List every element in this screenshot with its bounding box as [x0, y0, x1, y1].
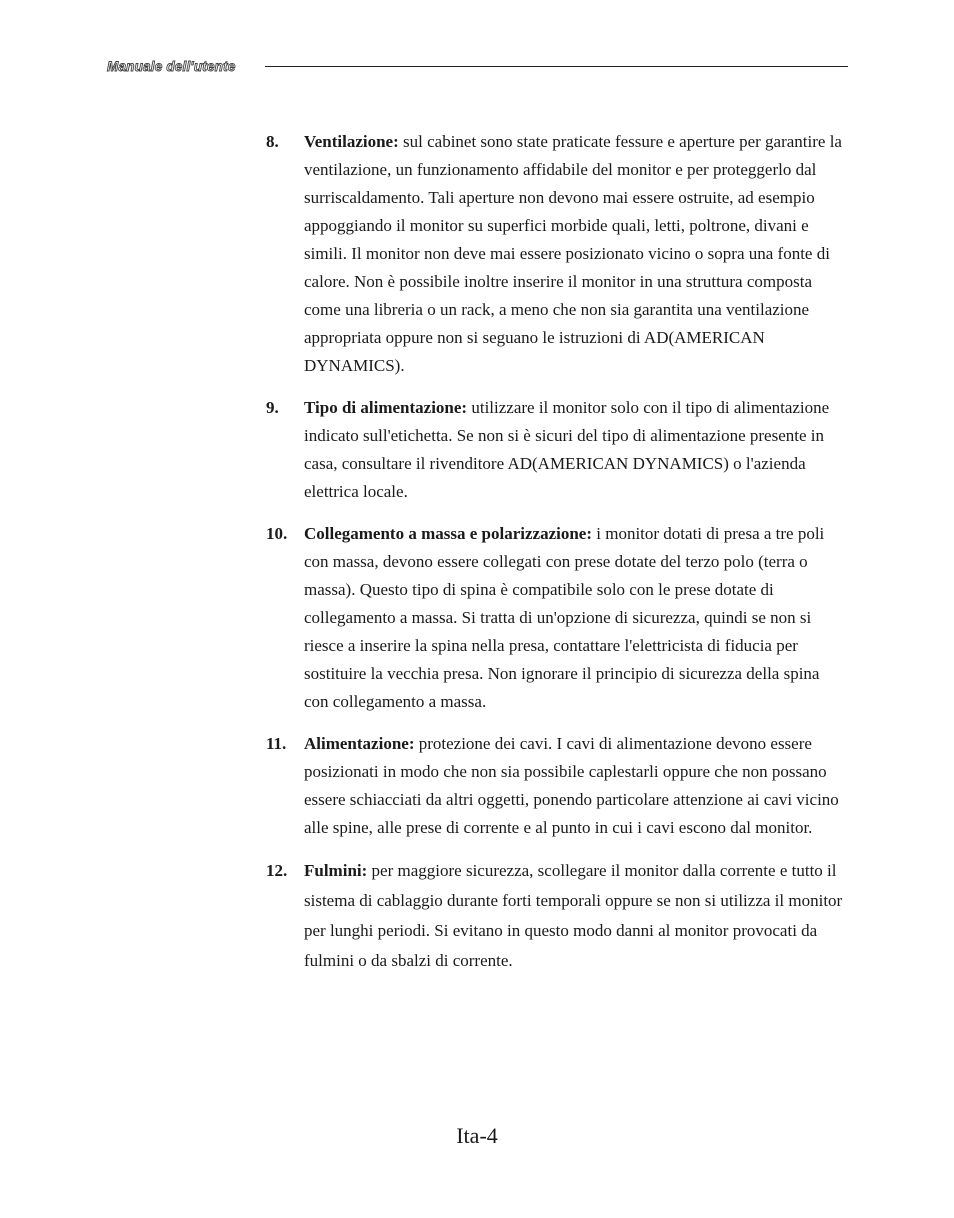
item-term: Tipo di alimentazione: — [304, 398, 472, 417]
item-text: sul cabinet sono state praticate fessure e aperture per garantire la ventilazione, un funzionamento affidabile del monitor e per proteggerlo dal surriscaldamento. Tali aperture non devono mai essere ostruite, ad esempio appoggiando il monitor su superfici morbide quali, letti, poltrone, divani e simili. Il monitor non deve mai essere posizionato vicino o sopra una fonte di calore. Non è possibile inoltre inserire il monitor in una struttura composta come una libreria o un rack, a meno che non sia garantita una ventilazione appropriata oppure non si seguano le istruzioni di AD(AMERICAN DYNAMICS). — [304, 132, 842, 375]
safety-instructions-list — [266, 128, 848, 990]
list-item-10 — [266, 520, 848, 716]
list-item-8 — [266, 128, 848, 380]
item-text: utilizzare il monitor solo con il tipo di alimentazione indicato sull'etichetta. Se non si è sicuri del tipo di alimentazione presente in casa, consultare il rivenditore AD(AMERICAN DYNAMICS) o l'azienda elettrica locale. — [304, 398, 830, 501]
page-number: Ita-4 — [456, 1123, 498, 1148]
item-number: 9. — [266, 398, 279, 417]
header-rule — [265, 66, 848, 67]
item-text: protezione dei cavi. I cavi di alimentazione devono essere posizionati in modo che non sia possibile caplestarli oppure che non possano essere schiacciati da altri oggetti, ponendo particolare attenzione ai cavi vicino alle spine, alle prese di corrente e al punto in cui i cavi escono dal monitor. — [304, 734, 839, 837]
item-term: Alimentazione: — [304, 734, 419, 753]
item-text: i monitor dotati di presa a tre poli con massa, devono essere collegati con prese dotate del terzo polo (terra o massa). Questo tipo di spina è compatibile solo con le prese dotate di collegamento a massa. Si tratta di un'opzione di sicurezza, quindi se non si riesce a inserire la spina nella presa, contattare l'elettricista di fiducia per sostituire la vecchia presa. Non ignorare il principio di sicurezza della spina con collegamento a massa. — [304, 524, 825, 711]
item-number: 11. — [266, 734, 287, 753]
item-term: Ventilazione: — [304, 132, 404, 151]
running-header — [107, 58, 848, 78]
item-number: 8. — [266, 132, 279, 151]
item-number: 12. — [266, 861, 288, 880]
list-item-12 — [266, 856, 848, 976]
item-number: 10. — [266, 524, 288, 543]
item-text: per maggiore sicurezza, scollegare il monitor dalla corrente e tutto il sistema di cablaggio durante forti temporali oppure se non si utilizza il monitor per lunghi periodi. Si evitano in questo modo danni al monitor provocati da fulmini o da sbalzi di corrente. — [304, 861, 843, 970]
list-item-9 — [266, 394, 848, 506]
list-item-11 — [266, 730, 848, 842]
item-term: Fulmini: — [304, 861, 372, 880]
item-term: Collegamento a massa e polarizzazione: — [304, 524, 597, 543]
header-title: Manuale dell'utente — [107, 59, 236, 74]
